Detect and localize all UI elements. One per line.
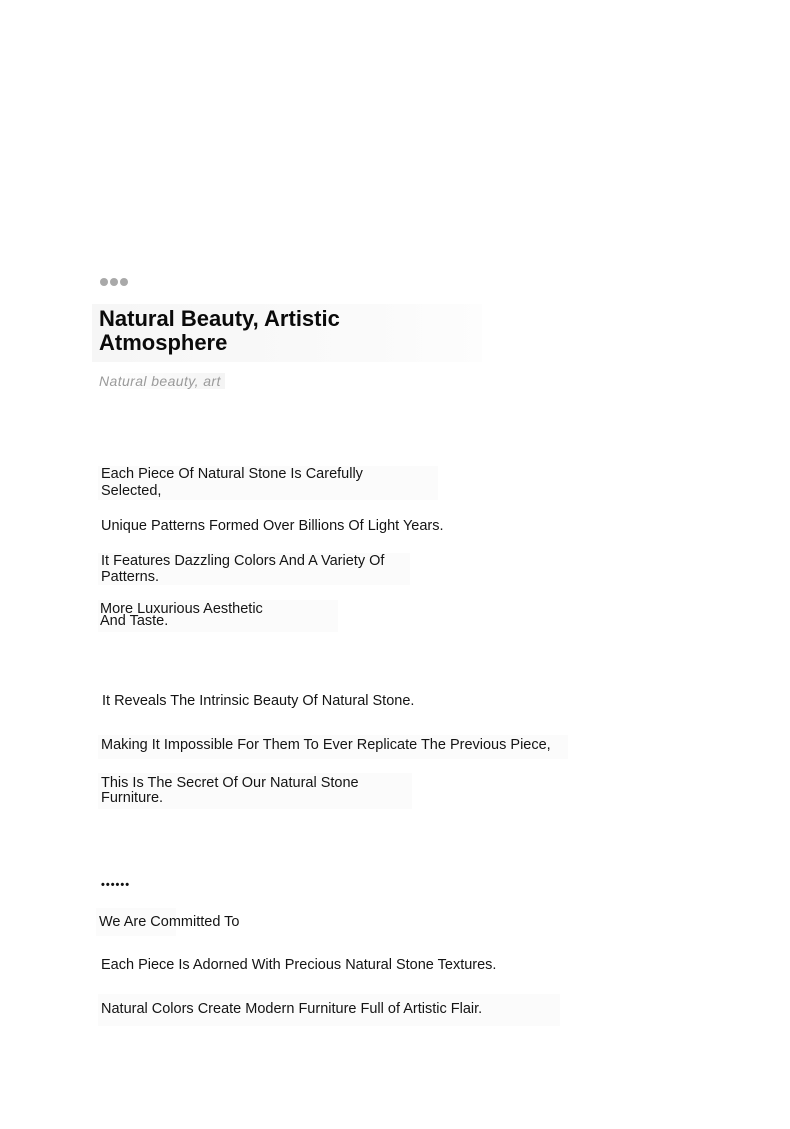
body-line: This Is The Secret Of Our Natural Stone Furniture.	[101, 775, 359, 806]
dot	[110, 278, 118, 286]
page-title: Natural Beauty, Artistic Atmosphere	[99, 306, 340, 355]
body-line: We Are Committed To	[99, 914, 240, 930]
dot	[100, 278, 108, 286]
ellipsis-icon	[100, 278, 128, 286]
body-line: More Luxurious Aesthetic And Taste.	[100, 601, 263, 629]
body-line: Each Piece Is Adorned With Precious Natural Stone Textures.	[101, 957, 497, 973]
body-line: Each Piece Of Natural Stone Is Carefully Selected,	[101, 466, 363, 499]
body-line: Unique Patterns Formed Over Billions Of Light Years.	[101, 518, 444, 534]
body-line: It Features Dazzling Colors And A Variety Of Patterns.	[101, 553, 385, 585]
dot	[120, 278, 128, 286]
body-line: It Reveals The Intrinsic Beauty Of Natural Stone.	[102, 693, 415, 709]
body-line: Making It Impossible For Them To Ever Replicate The Previous Piece,	[101, 737, 551, 753]
body-line: Natural Colors Create Modern Furniture Full of Artistic Flair.	[101, 1001, 483, 1017]
separator-dots: ••••••	[101, 879, 131, 891]
page-subtitle: Natural beauty, art	[99, 373, 225, 389]
